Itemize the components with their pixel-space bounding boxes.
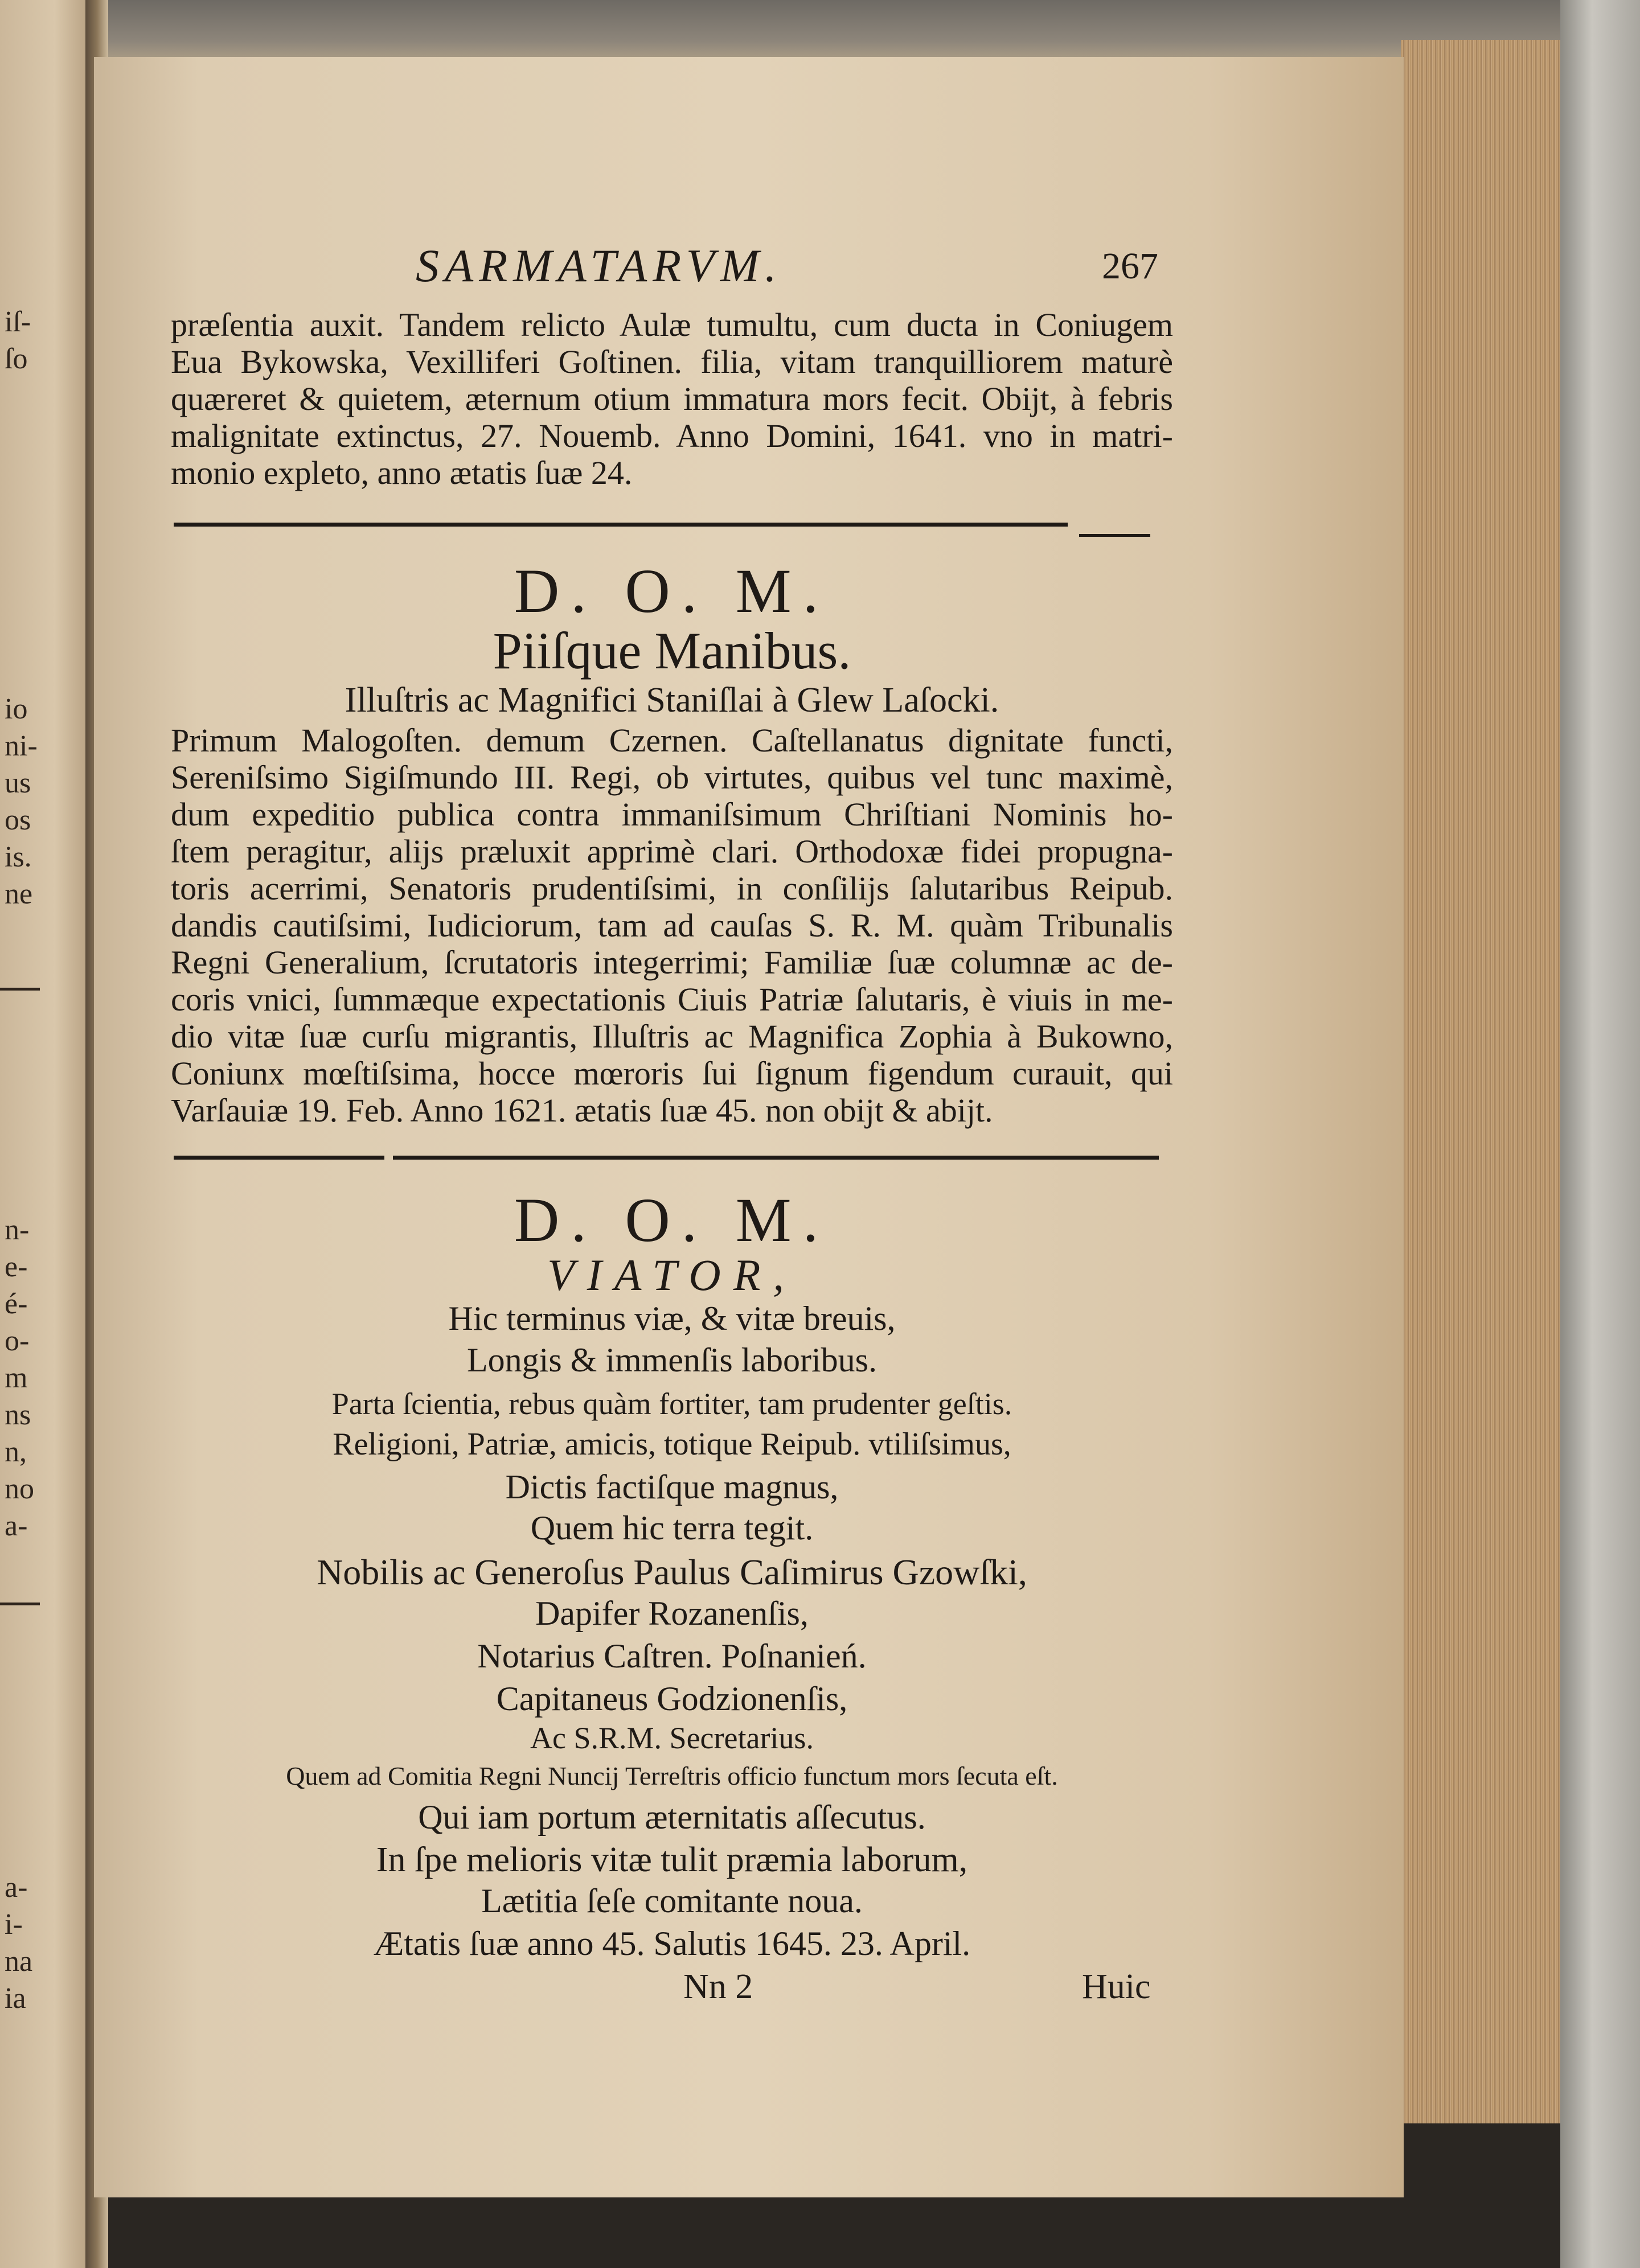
- left-page-fragment: n,: [5, 1436, 27, 1468]
- running-head: SARMATARVM.: [416, 240, 782, 291]
- intro-line: monio expleto, anno ætatis ſuæ 24.: [171, 454, 633, 491]
- verse-line: Longis & immenſis laboribus.: [467, 1341, 877, 1379]
- verse-line: Religioni, Patriæ, amicis, totique Reipub. vtiliſsimus,: [333, 1427, 1011, 1462]
- left-page-fragment: m: [5, 1362, 28, 1394]
- section-rule: [174, 523, 1068, 527]
- left-page-fragment: ia: [5, 1982, 26, 2015]
- left-page-fragment: no: [5, 1473, 34, 1505]
- left-page-fragment: ns: [5, 1399, 31, 1431]
- epitaph-line: Primum Malogoſten. demum Czernen. Caſtellanatus dignitate functi,: [171, 722, 1173, 759]
- section-rule: [174, 1156, 384, 1160]
- left-page-fragment: n-: [5, 1214, 30, 1246]
- left-page-fragment: o-: [5, 1325, 30, 1357]
- left-page-fragment: a-: [5, 1871, 28, 1904]
- epitaph-heading: Piiſque Manibus.: [493, 622, 851, 680]
- dom-heading: D. O. M.: [514, 556, 830, 626]
- intro-line: quæreret & quietem, æternum otium immatura mors fecit. Obijt, à febris: [171, 380, 1173, 417]
- epitaph-line: coris vnici, ſummæque expectationis Ciuis Patriæ ſalutaris, è viuis in me-: [171, 981, 1173, 1018]
- left-page-fragment: a-: [5, 1510, 28, 1542]
- epitaph-line: Varſauiæ 19. Feb. Anno 1621. ætatis ſuæ 45. non obijt & abijt.: [171, 1092, 993, 1129]
- left-page-edge: [0, 0, 91, 2268]
- left-page-fragment: ni-: [5, 730, 38, 762]
- verse-line: Nobilis ac Generoſus Paulus Caſimirus Gzowſki,: [317, 1552, 1027, 1592]
- epitaph-line: Sereniſsimo Sigiſmundo III. Regi, ob virtutes, quibus vel tunc maximè,: [171, 759, 1173, 796]
- left-page-fragment: iſ-: [5, 306, 31, 338]
- verse-line: In ſpe melioris vitæ tulit præmia laborum,: [376, 1840, 968, 1879]
- page-number: 267: [1102, 245, 1158, 287]
- left-page-rule: [0, 988, 40, 991]
- verse-line: Qui iam portum æternitatis aſſecutus.: [418, 1798, 926, 1836]
- epitaph-line: Coniunx mœſtiſsima, hocce mœroris ſui ſignum figendum curauit, qui: [171, 1055, 1173, 1092]
- left-page-fragment: na: [5, 1945, 33, 1978]
- epitaph-line: dandis cautiſsimi, Iudiciorum, tam ad cauſas S. R. M. quàm Tribunalis: [171, 907, 1173, 944]
- left-page-rule: [0, 1603, 40, 1605]
- left-page-fragment: i-: [5, 1908, 23, 1941]
- left-page-fragment: é-: [5, 1288, 28, 1320]
- verse-line: Ac S.R.M. Secretarius.: [530, 1721, 814, 1755]
- left-page-fragment: is.: [5, 841, 32, 873]
- catchword: Huic: [1082, 1967, 1151, 2006]
- verse-line: Lætitia ſeſe comitante noua.: [481, 1882, 863, 1920]
- epitaph-line: dio vitæ ſuæ curſu migrantis, Illuſtris ac Magnifica Zophia à Bukowno,: [171, 1018, 1173, 1055]
- left-page-fragment: os: [5, 804, 31, 836]
- epitaph-subject: Illuſtris ac Magnifici Staniſlai à Glew Laſocki.: [345, 681, 999, 720]
- left-page-fragment: ne: [5, 878, 33, 910]
- verse-line: Capitaneus Godzionenſis,: [496, 1680, 848, 1718]
- section-rule: [393, 1156, 1159, 1160]
- epitaph-heading: VIATOR,: [547, 1250, 797, 1300]
- book-cover: [1560, 0, 1640, 2268]
- verse-line: Ætatis ſuæ anno 45. Salutis 1645. 23. April.: [373, 1925, 971, 1962]
- verse-line: Dictis factiſque magnus,: [505, 1468, 839, 1506]
- epitaph-line: toris acerrimi, Senatoris prudentiſsimi, in conſilijs ſalutaribus Reipub.: [171, 870, 1173, 907]
- verse-line: Quem ad Comitia Regni Nuncij Terreſtris officio functum mors ſecuta eſt.: [286, 1761, 1058, 1790]
- page-block-edge: [1401, 40, 1572, 2123]
- left-page-fragment: ſo: [5, 343, 28, 375]
- verse-line: Notarius Caſtren. Poſnanień.: [477, 1637, 867, 1675]
- left-page-fragment: e-: [5, 1251, 28, 1283]
- epitaph-line: ſtem peragitur, alijs præluxit apprimè clari. Orthodoxæ fidei propugna-: [171, 833, 1173, 870]
- verse-line: Dapifer Rozanenſis,: [535, 1595, 809, 1632]
- section-rule: [1079, 534, 1150, 537]
- verse-line: Quem hic terra tegit.: [530, 1509, 814, 1547]
- intro-line: Eua Bykowska, Vexilliferi Goſtinen. filia, vitam tranquilliorem maturè: [171, 343, 1173, 380]
- intro-line: præſentia auxit. Tandem relicto Aulæ tumultu, cum ducta in Coniugem: [171, 306, 1173, 343]
- left-page-fragment: us: [5, 767, 31, 799]
- dom-heading: D. O. M.: [514, 1185, 830, 1255]
- verse-line: Hic terminus viæ, & vitæ breuis,: [448, 1300, 896, 1337]
- left-page-fragment: io: [5, 693, 28, 725]
- verse-line: Parta ſcientia, rebus quàm fortiter, tam prudenter geſtis.: [331, 1387, 1012, 1421]
- epitaph-line: dum expeditio publica contra immaniſsimum Chriſtiani Nominis ho-: [171, 796, 1173, 833]
- signature-mark: Nn 2: [683, 1967, 753, 2006]
- intro-line: malignitate extinctus, 27. Nouemb. Anno Domini, 1641. vno in matri-: [171, 417, 1173, 454]
- epitaph-line: Regni Generalium, ſcrutatoris integerrimi; Familiæ ſuæ columnæ ac de-: [171, 944, 1173, 981]
